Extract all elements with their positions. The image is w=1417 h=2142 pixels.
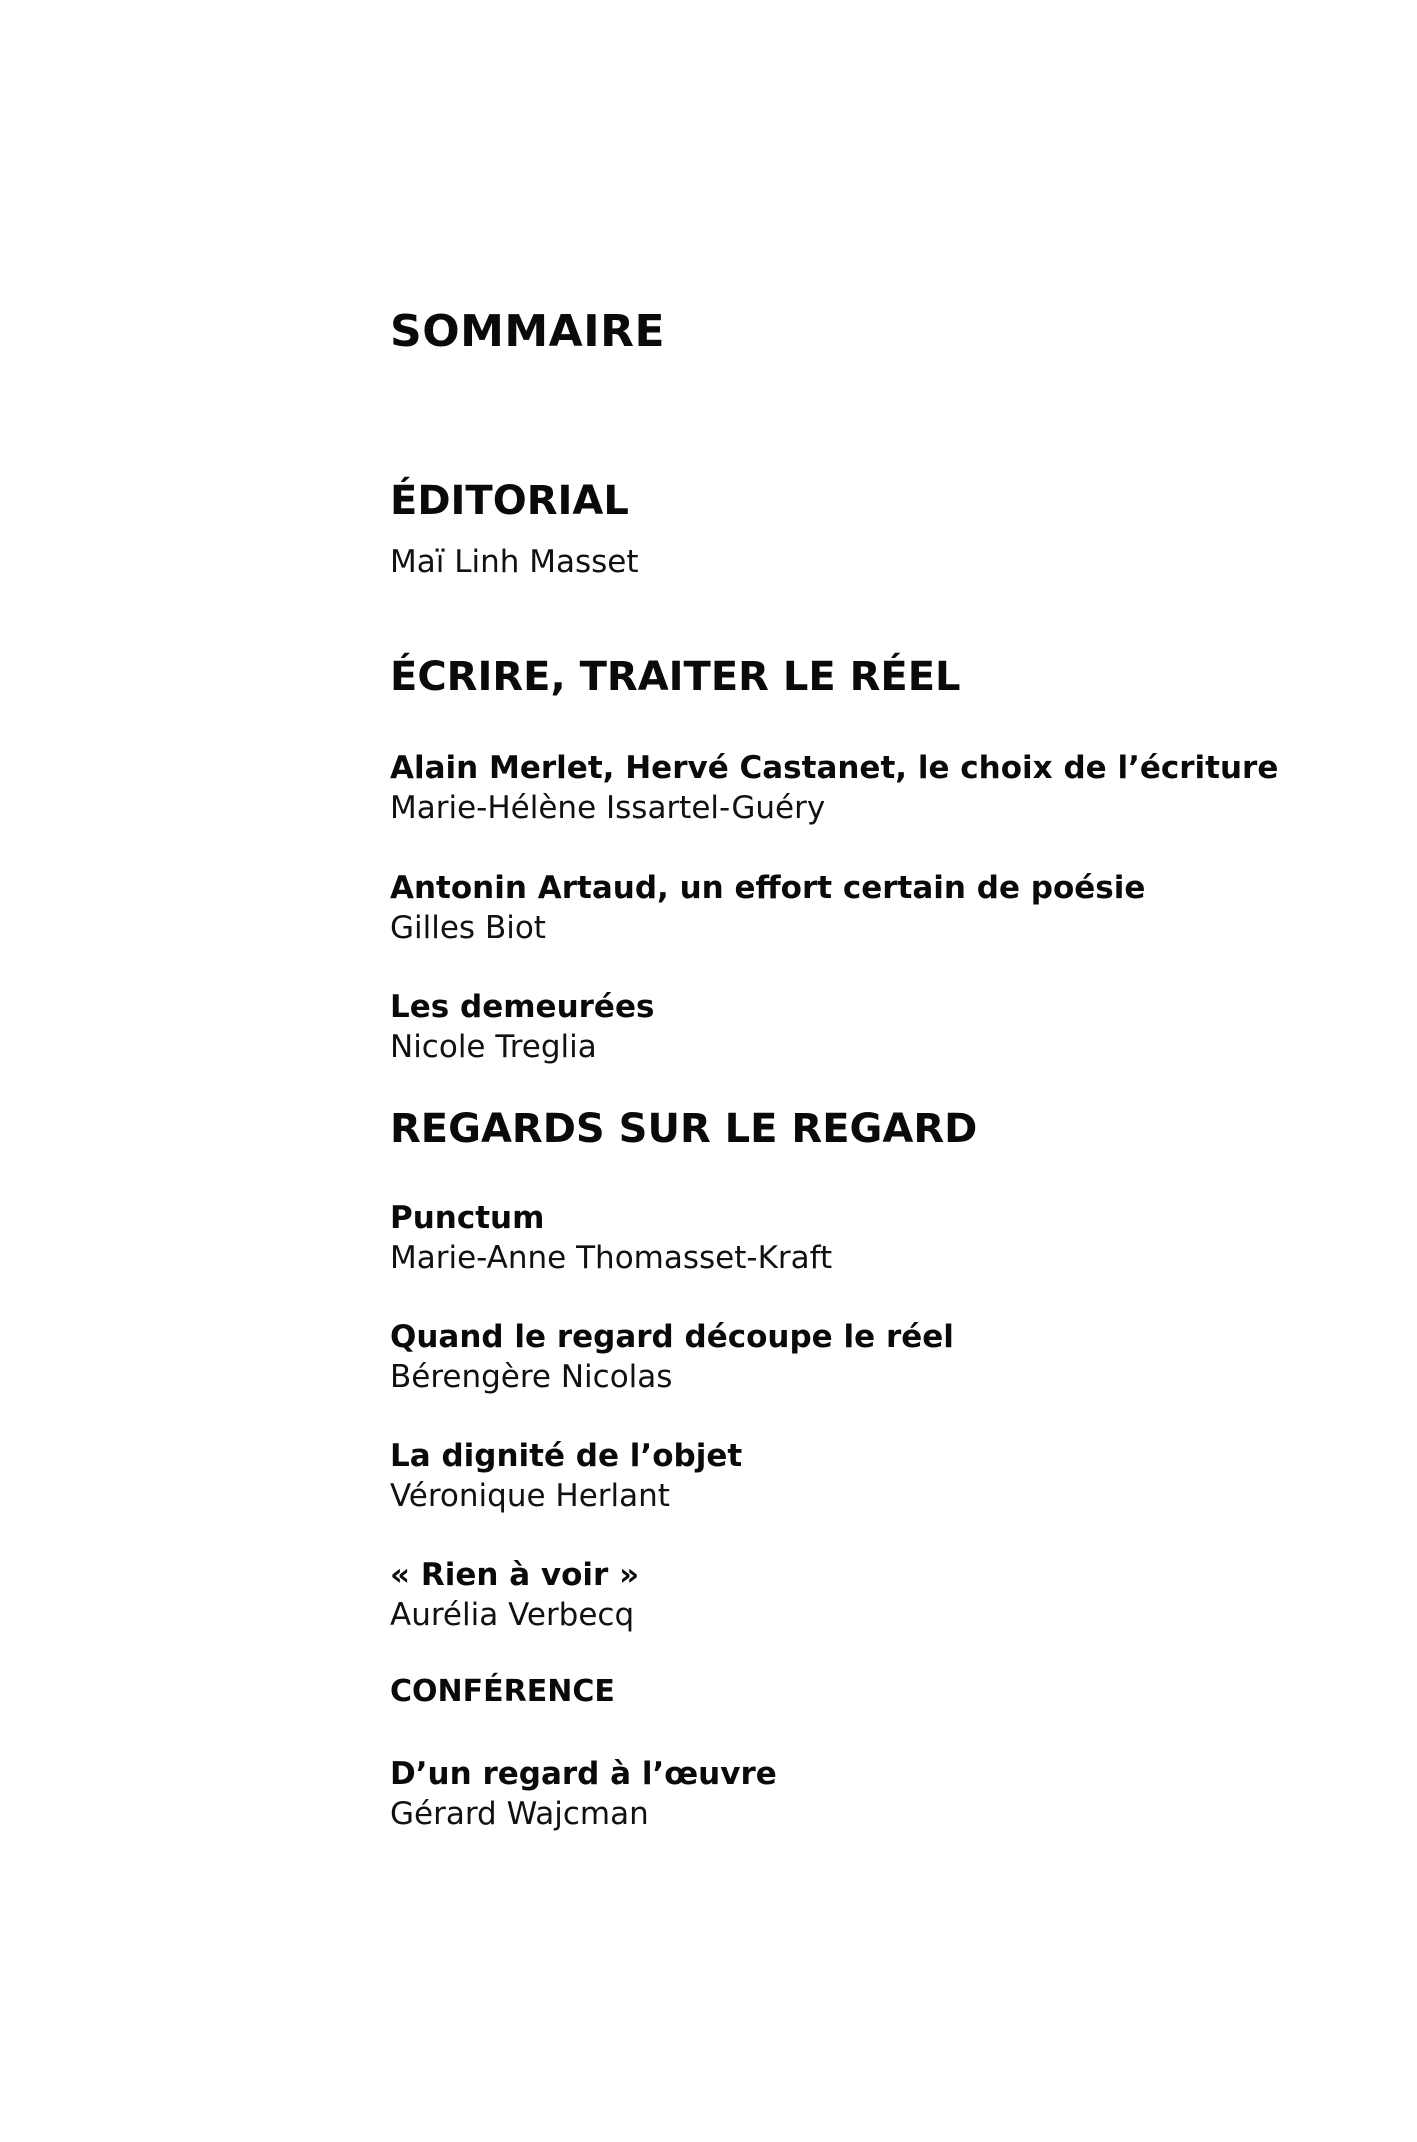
section-heading-editorial: ÉDITORIAL (390, 478, 629, 524)
editorial-author: Maï Linh Masset (390, 544, 639, 580)
entry-author: Bérengère Nicolas (390, 1359, 673, 1395)
toc-entry[interactable] (390, 1317, 1370, 1397)
toc-entry[interactable] (390, 1754, 1370, 1834)
entry-title: Antonin Artaud, un effort certain de poésie (390, 870, 1146, 906)
entry-author: Véronique Herlant (390, 1478, 670, 1514)
section-heading-ecrire: ÉCRIRE, TRAITER LE RÉEL (390, 654, 961, 700)
entry-author: Gilles Biot (390, 910, 546, 946)
entry-title: Les demeurées (390, 989, 655, 1025)
entry-author: Nicole Treglia (390, 1029, 597, 1065)
toc-entry[interactable] (390, 868, 1370, 948)
toc-entry[interactable] (390, 1555, 1370, 1635)
entry-author: Marie-Hélène Issartel-Guéry (390, 790, 826, 826)
toc-entry[interactable] (390, 987, 1370, 1067)
section-heading-regards: REGARDS SUR LE REGARD (390, 1106, 978, 1152)
page-title: SOMMAIRE (390, 306, 666, 357)
toc-entry[interactable] (390, 748, 1370, 828)
entry-title: Punctum (390, 1200, 545, 1236)
entry-title: Quand le regard découpe le réel (390, 1319, 954, 1355)
entry-title: Alain Merlet, Hervé Castanet, le choix de l’écriture (390, 750, 1279, 786)
entry-author: Gérard Wajcman (390, 1796, 649, 1832)
section-heading-conference: CONFÉRENCE (390, 1674, 615, 1709)
toc-entry[interactable] (390, 1436, 1370, 1516)
entry-title: « Rien à voir » (390, 1557, 640, 1593)
entry-author: Marie-Anne Thomasset-Kraft (390, 1240, 833, 1276)
entry-title: D’un regard à l’œuvre (390, 1756, 777, 1792)
toc-entry[interactable] (390, 1198, 1370, 1278)
entry-title: La dignité de l’objet (390, 1438, 743, 1474)
entry-author: Aurélia Verbecq (390, 1597, 635, 1633)
